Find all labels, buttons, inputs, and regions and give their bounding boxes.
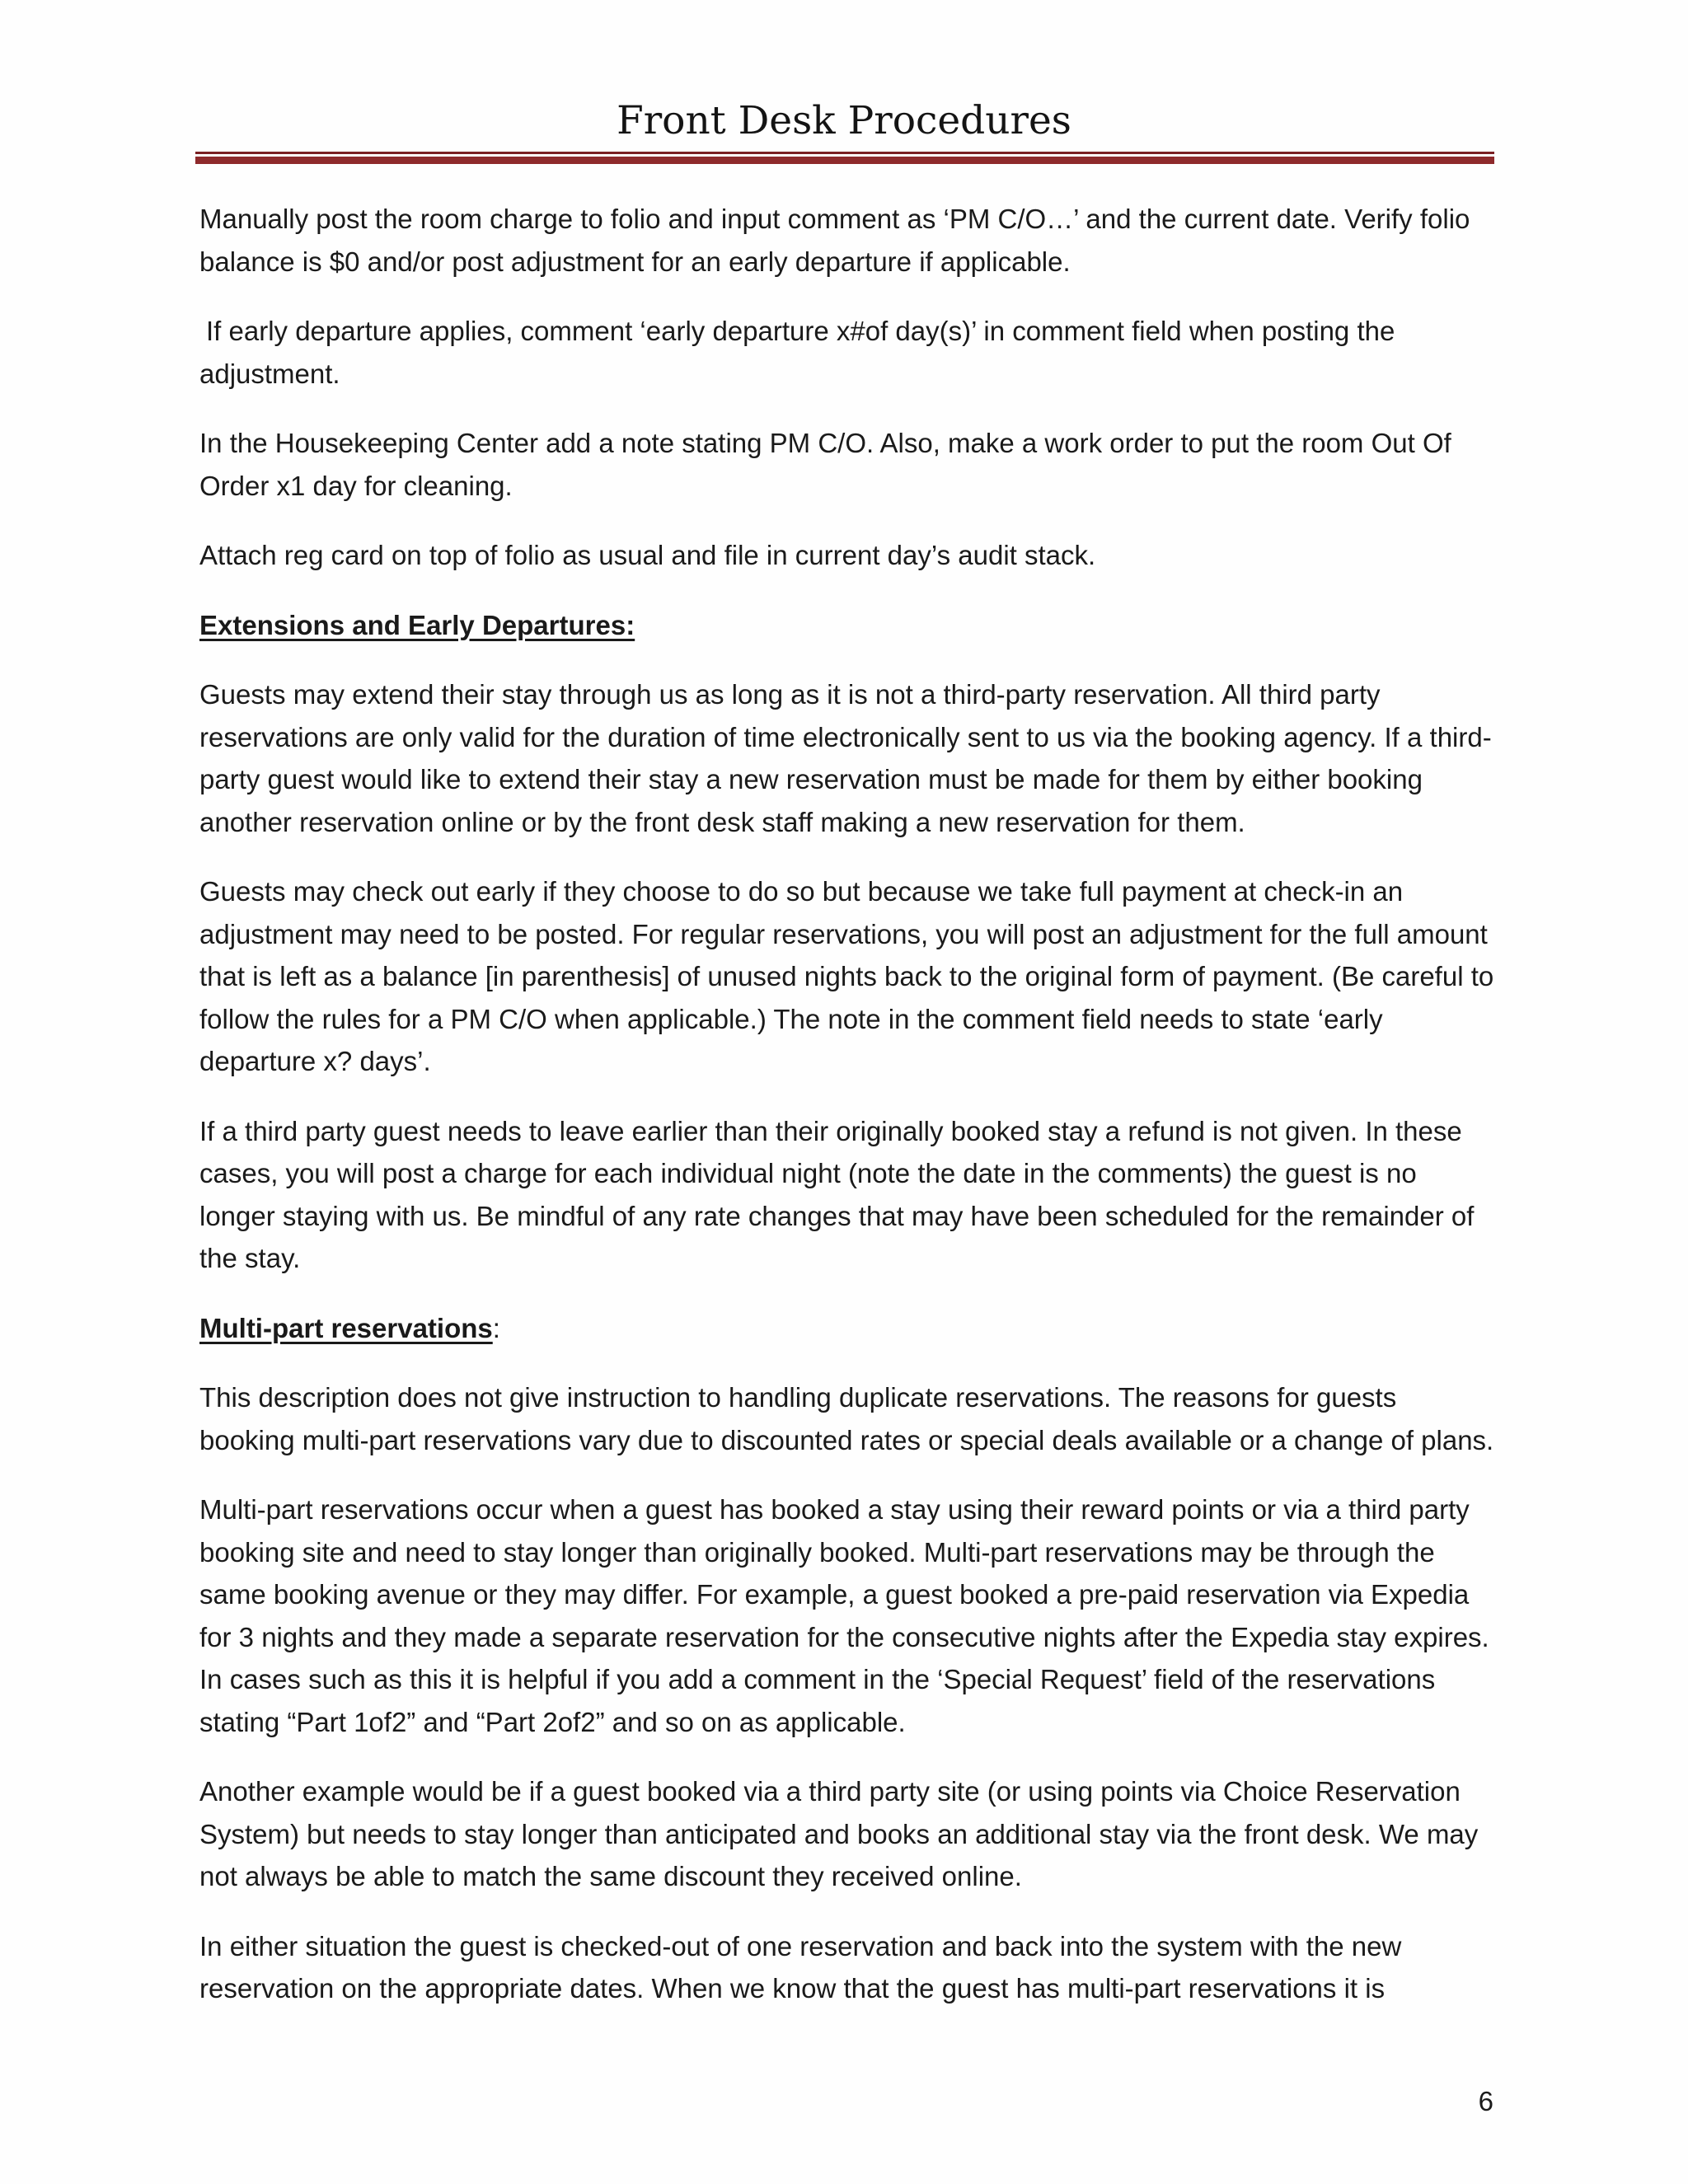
header-divider-thin-line <box>195 152 1494 154</box>
paragraph: Another example would be if a guest booked via a third party site (or using points via Choice Reservation System) but needs to stay longer than anticipated and books an additional stay via the front desk. We may not always be able to match the same discount they received online. <box>199 1776 1479 1891</box>
page-header-title: Front Desk Procedures <box>617 98 1071 143</box>
paragraph: Guests may extend their stay through us as long as it is not a third-party reservation. All third party reservations are only valid for the duration of time electronically sent to us via the booking agency. If a third-party guest would like to extend their stay a new reservation must be made for them by either booking another reservation online or by the front desk staff making a new reservation for them. <box>199 679 1492 837</box>
header-divider <box>195 152 1494 164</box>
section-heading-extensions-text: Extensions and Early Departures: <box>199 609 635 640</box>
paragraph: Multi-part reservations occur when a guest has booked a stay using their reward points or via a third party booking site and need to stay longer than originally booked. Multi-part reservations may be through the same booking avenue or they may differ. For example, a guest booked a pre-paid reservation via Expedia for 3 nights and they made a separate reservation for the consecutive nights after the Expedia stay expires. In cases such as this it is helpful if you add a comment in the ‘Special Request’ field of the reservations stating “Part 1of2” and “Part 2of2” and so on as applicable. <box>199 1494 1489 1737</box>
paragraph: Guests may check out early if they choose to do so but because we take full payment at check-in an adjustment may need to be posted. For regular reservations, you will post an adjustment for the full amount that is left as a balance [in parenthesis] of unused nights back to the original form of payment. (Be careful to follow the rules for a PM C/O when applicable.) The note in the comment field needs to state ‘early departure x? days’. <box>199 876 1494 1076</box>
paragraph: This description does not give instruction to handling duplicate reservations. The reasons for guests booking multi-part reservations vary due to discounted rates or special deals available or a change of plans. <box>199 1382 1494 1455</box>
section-heading-multipart <box>199 1307 1495 1350</box>
paragraph: If early departure applies, comment ‘early departure x#of day(s)’ in comment field when posting the adjustment. <box>199 316 1395 389</box>
page-number: 6 <box>1478 2086 1493 2116</box>
paragraph: In the Housekeeping Center add a note stating PM C/O. Also, make a work order to put the room Out Of Order x1 day for cleaning. <box>199 428 1451 501</box>
section-heading-extensions <box>199 604 1495 647</box>
paragraph: In either situation the guest is checked-out of one reservation and back into the system with the new reservation on the appropriate dates. When we know that the guest has multi-part reservations it is <box>199 1930 1402 2004</box>
paragraph: If a third party guest needs to leave earlier than their originally booked stay a refund is not given. In these cases, you will post a charge for each individual night (note the date in the comments) the guest is no longer staying with us. Be mindful of any rate changes that may have been scheduled for the remainder of the stay. <box>199 1115 1475 1273</box>
section-heading-multipart-colon: : <box>492 1312 500 1343</box>
header-divider-thick-line <box>195 157 1494 164</box>
paragraph: Attach reg card on top of folio as usual and file in current day’s audit stack. <box>199 540 1096 570</box>
paragraph: Manually post the room charge to folio and input comment as ‘PM C/O…’ and the current date. Verify folio balance is $0 and/or post adjustment for an early departure if applicable. <box>199 204 1470 277</box>
section-heading-multipart-text: Multi-part reservations <box>199 1312 493 1343</box>
document-body <box>199 198 1495 2037</box>
